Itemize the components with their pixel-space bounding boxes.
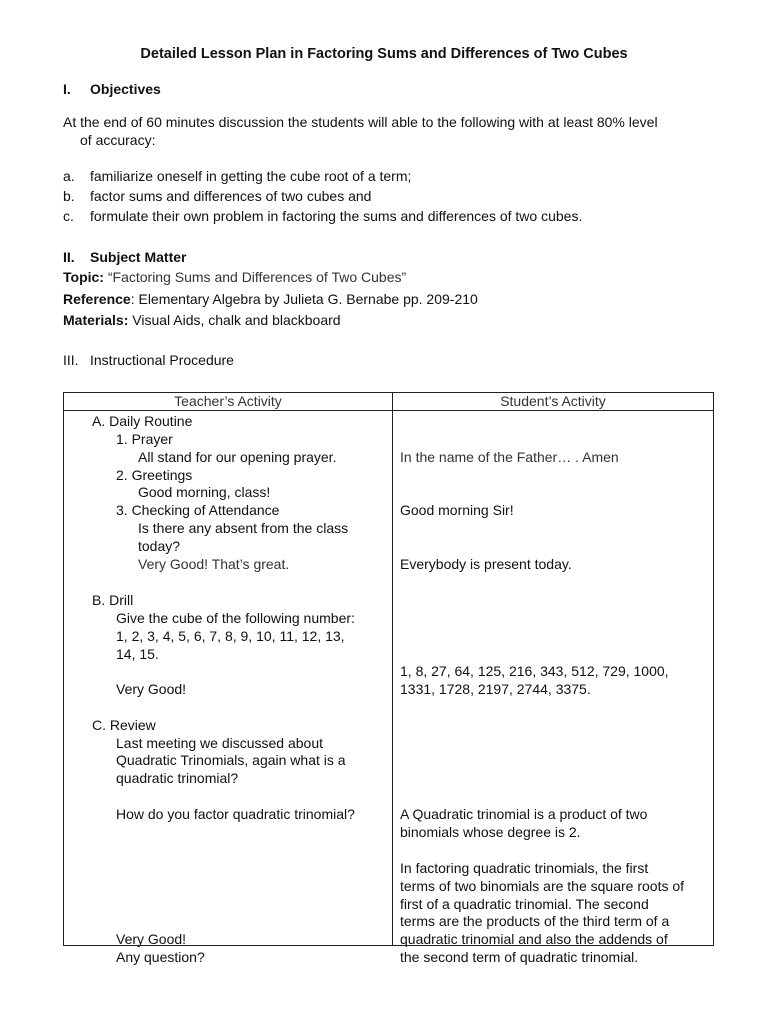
teacher-line: Quadratic Trinomials, again what is a xyxy=(116,752,346,768)
document-title: Detailed Lesson Plan in Factoring Sums and Differences of Two Cubes xyxy=(140,46,628,62)
teacher-line: Good morning, class! xyxy=(138,484,271,500)
teacher-line: 3. Checking of Attendance xyxy=(116,502,280,518)
reference-label: Reference xyxy=(63,291,131,307)
teacher-line: All stand for our opening prayer. xyxy=(138,449,337,465)
teacher-line: B. Drill xyxy=(92,592,134,608)
student-line: binomials whose degree is 2. xyxy=(400,824,581,840)
teacher-line: Any question? xyxy=(116,949,205,965)
table-row xyxy=(64,411,714,946)
activity-table xyxy=(63,392,714,965)
student-line: Everybody is present today. xyxy=(400,556,572,572)
teacher-line: 1, 2, 3, 4, 5, 6, 7, 8, 9, 10, 11, 12, 13, xyxy=(116,628,345,644)
table-header-row xyxy=(64,393,714,411)
student-line: Good morning Sir! xyxy=(400,502,514,518)
teacher-line: Very Good! That’s great. xyxy=(138,556,290,572)
student-line: 1, 8, 27, 64, 125, 216, 343, 512, 729, 1000, xyxy=(400,663,669,679)
objectives-intro: At the end of 60 minutes discussion the students will able to the following with at least 80% level xyxy=(63,114,658,130)
topic-value: “Factoring Sums and Differences of Two Cubes” xyxy=(107,269,407,285)
student-line: In factoring quadratic trinomials, the first xyxy=(400,860,649,876)
section-heading-subject-matter: Subject Matter xyxy=(90,249,187,265)
reference-value: : Elementary Algebra by Julieta G. Bernabe pp. 209-210 xyxy=(130,291,478,307)
list-item-letter: a. xyxy=(63,168,75,184)
column-header-teacher: Teacher’s Activity xyxy=(64,393,393,411)
teacher-line: Very Good! xyxy=(116,681,187,697)
list-item: factor sums and differences of two cubes and xyxy=(90,188,372,204)
student-line: A Quadratic trinomial is a product of two xyxy=(400,806,648,822)
section-heading-objectives: Objectives xyxy=(90,81,161,97)
list-item-letter: b. xyxy=(63,188,75,204)
list-item: formulate their own problem in factoring the sums and differences of two cubes. xyxy=(90,208,583,224)
list-item: familiarize oneself in getting the cube root of a term; xyxy=(90,168,412,184)
materials-value: Visual Aids, chalk and blackboard xyxy=(128,312,341,328)
teacher-line: A. Daily Routine xyxy=(92,413,193,429)
materials-label: Materials: xyxy=(63,312,129,328)
section-numeral: II. xyxy=(63,249,75,265)
section-heading-procedure: Instructional Procedure xyxy=(90,352,234,368)
teacher-line: Give the cube of the following number: xyxy=(116,610,355,626)
student-line: terms are the products of the third term of a xyxy=(400,913,670,929)
objectives-intro-continued: of accuracy: xyxy=(80,132,156,148)
student-line: terms of two binomials are the square roots of xyxy=(400,878,685,894)
teacher-line: 14, 15. xyxy=(116,646,159,662)
topic-label: Topic: xyxy=(63,269,104,285)
teacher-activity-cell xyxy=(64,411,393,965)
teacher-line: 2. Greetings xyxy=(116,467,193,483)
section-numeral: III. xyxy=(63,352,79,368)
teacher-line: Very Good! xyxy=(116,931,187,947)
student-line: first of a quadratic trinomial. The second xyxy=(400,896,649,912)
materials-line xyxy=(63,311,341,329)
student-line: 1331, 1728, 2197, 2744, 3375. xyxy=(400,681,591,697)
teacher-line: Last meeting we discussed about xyxy=(116,735,324,751)
section-numeral: I. xyxy=(63,81,71,97)
column-header-student: Student’s Activity xyxy=(393,393,714,411)
teacher-line: 1. Prayer xyxy=(116,431,173,447)
reference-line xyxy=(63,290,478,308)
teacher-line: quadratic trinomial? xyxy=(116,770,239,786)
student-line: In the name of the Father… . Amen xyxy=(400,449,619,465)
student-activity-cell xyxy=(393,411,714,965)
list-item-letter: c. xyxy=(63,208,74,224)
topic-line xyxy=(63,268,406,286)
teacher-line: How do you factor quadratic trinomial? xyxy=(116,806,355,822)
teacher-line: today? xyxy=(138,538,181,554)
student-line: the second term of quadratic trinomial. xyxy=(400,949,639,965)
teacher-line: C. Review xyxy=(92,717,156,733)
student-line: quadratic trinomial and also the addends of xyxy=(400,931,668,947)
teacher-line: Is there any absent from the class xyxy=(138,520,349,536)
